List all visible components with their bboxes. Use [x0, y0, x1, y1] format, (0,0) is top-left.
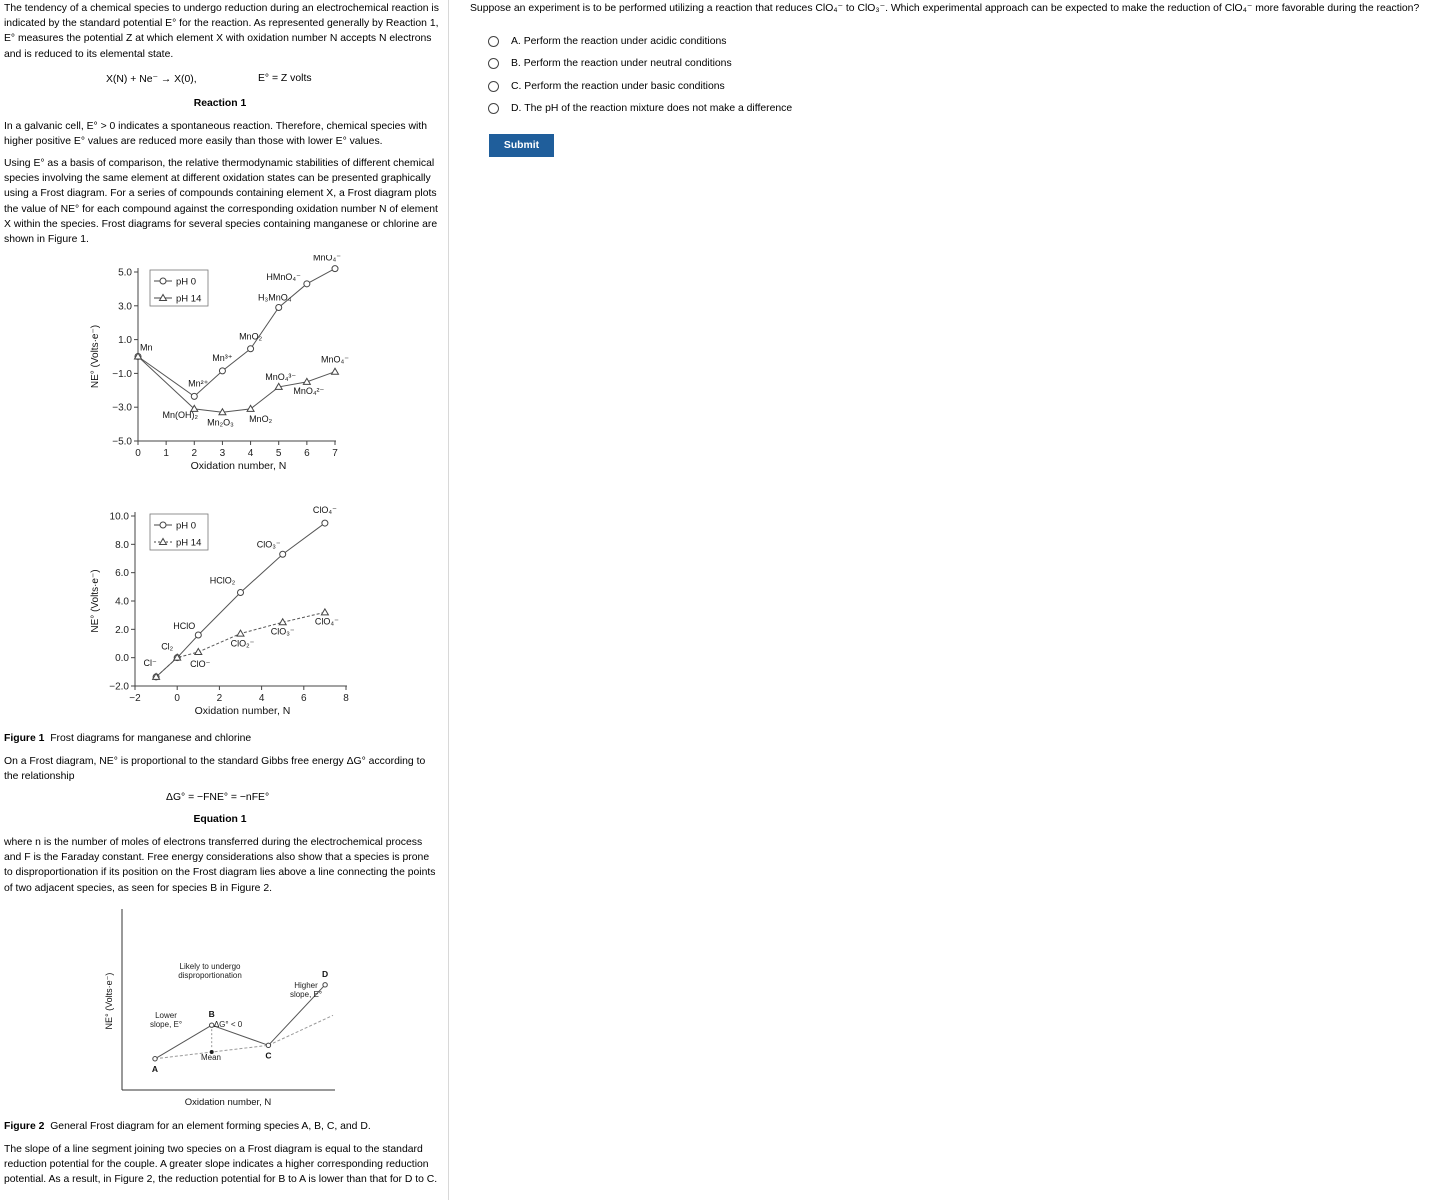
gen-annotation-lower-slope-2: slope, E°	[149, 1020, 183, 1029]
cl-data-point	[238, 590, 244, 596]
cl-data-point	[321, 609, 328, 615]
mn-y-tick-label: −3.0	[112, 402, 132, 414]
passage-para3: Using E° as a basis of comparison, the relative thermodynamic stabilities of different chemical species involving the same element at different oxidation states can be presented graphically using a Frost diagram. For a series of compounds containing element X, a Frost diagram plots the value of NE° for each compound against the corresponding oxidation number N of element X within the species. Frost diagrams for several species containing manganese or chlorine are shown in Figure 1.	[4, 158, 438, 246]
cl-x-tick-label: 8	[343, 693, 349, 704]
cl-point-label: Cl₂	[161, 641, 174, 652]
mn-point-label: Mn(OH)₂	[162, 409, 199, 420]
mn-point-label: HMnO₄⁻	[266, 271, 301, 282]
reaction-equation: X(N) + Ne⁻ → X(0),	[106, 74, 197, 85]
cl-y-tick-label: 8.0	[115, 539, 129, 551]
cl-point-label: ClO₂⁻	[230, 638, 255, 649]
gen-annotation-mean: Mean	[200, 1053, 222, 1062]
choice-b[interactable]	[488, 54, 732, 72]
mn-point-label: MnO₄²⁻	[293, 385, 325, 396]
mn-y-tick-label: −5.0	[112, 436, 132, 448]
cl-data-point	[237, 630, 244, 636]
cl-x-tick-label: 2	[216, 693, 223, 704]
mn-data-point	[248, 346, 254, 352]
mn-data-point	[276, 304, 282, 310]
gen-extension-dashed-line	[268, 1015, 333, 1045]
gen-annotation-higher-slope-2: slope, E°	[289, 990, 323, 999]
cl-point-label: ClO₃⁻	[270, 626, 295, 637]
cl-data-point	[195, 649, 202, 655]
mn-y-tick-label: 5.0	[118, 267, 132, 279]
mn-point-label: MnO₄⁻	[313, 255, 341, 263]
mn-data-point	[191, 393, 197, 399]
choice-b-text: Perform the reaction under neutral conditions	[523, 57, 732, 69]
choice-d[interactable]	[488, 99, 792, 117]
cl-y-tick-label: 0.0	[115, 653, 129, 665]
cl-y-tick-label: 10.0	[109, 511, 129, 523]
mn-x-tick-label: 6	[304, 448, 310, 459]
mn-data-point	[219, 368, 225, 374]
choice-c-letter: C.	[511, 80, 522, 92]
cl-data-point	[195, 632, 201, 638]
cl-point-label: ClO₄⁻	[312, 505, 337, 516]
cl-x-tick-label: 0	[174, 693, 180, 704]
choice-d-letter: D.	[511, 102, 522, 114]
radio-a[interactable]	[488, 36, 499, 47]
choice-a-text: Perform the reaction under acidic conditions	[523, 35, 727, 47]
passage-para6: The slope of a line segment joining two species on a Frost diagram is equal to the standard reduction potential for the couple. A greater slope indicates a higher corresponding reduction potential. As a result, in Figure 2, the reduction potential for B to A is lower than that for D to C.	[4, 1144, 438, 1186]
mn-x-tick-label: 3	[219, 448, 226, 459]
cl-point-label: ClO₄⁻	[314, 616, 339, 627]
gen-point-label: B	[208, 1009, 215, 1020]
mn-data-point	[247, 405, 254, 411]
general-frost-diagram	[100, 905, 350, 1110]
choice-d-text: The pH of the reaction mixture does not make a difference	[524, 102, 793, 114]
equation-label: Equation 1	[193, 814, 247, 825]
cl-x-tick-label: −2	[129, 693, 141, 704]
gen-point-label: D	[322, 968, 329, 979]
choice-b-letter: B.	[511, 57, 521, 69]
cl-legend-label: pH 14	[176, 537, 202, 549]
mn-data-point	[304, 281, 310, 287]
mn-y-tick-label: −1.0	[112, 368, 132, 380]
mn-x-tick-label: 0	[135, 448, 141, 459]
figure1-caption	[4, 733, 251, 744]
mn-x-axis-label: Oxidation number, N	[190, 460, 287, 472]
cl-x-tick-label: 4	[258, 693, 265, 704]
mn-point-label: H₃MnO₄	[258, 292, 292, 303]
radio-c[interactable]	[488, 81, 499, 92]
mn-data-point	[332, 266, 338, 272]
cl-legend-marker	[160, 522, 166, 528]
mn-y-tick-label: 3.0	[118, 301, 132, 313]
passage-para4: On a Frost diagram, NE° is proportional to the standard Gibbs free energy ΔG° according to the relationship	[4, 756, 426, 783]
mn-y-tick-label: 1.0	[118, 335, 132, 347]
mn-point-label: Mn³⁺	[212, 352, 233, 363]
figure2-caption-label: Figure 2	[4, 1121, 45, 1132]
mn-point-label: Mn₂O₃	[207, 417, 234, 428]
gen-annotation-disproportionation-1: Likely to undergo	[179, 962, 241, 971]
cl-point-label: HClO₂	[209, 575, 236, 586]
cl-x-axis-label: Oxidation number, N	[194, 705, 291, 717]
cl-y-tick-label: 4.0	[115, 596, 129, 608]
gen-annotation-lower-slope-1: Lower	[155, 1011, 177, 1020]
mn-point-label: Mn²⁺	[188, 378, 209, 389]
mn-legend-label: pH 14	[176, 293, 202, 305]
cl-y-tick-label: 2.0	[115, 624, 129, 636]
radio-d[interactable]	[488, 103, 499, 114]
mn-x-tick-label: 1	[163, 448, 169, 459]
mn-x-tick-label: 7	[332, 448, 338, 459]
gen-annotation-higher-slope-1: Higher	[294, 981, 318, 990]
passage-para5: where n is the number of moles of electrons transferred during the electrochemical process and F is the Faraday constant. Free energy considerations also show that a species is prone to disproportionation if its position on the Frost diagram lies above a line connecting the points of two adjacent species, as seen for species B in Figure 2.	[4, 837, 436, 894]
choice-c[interactable]	[488, 77, 725, 95]
gen-data-point	[266, 1043, 270, 1047]
cl-x-tick-label: 6	[301, 693, 307, 704]
gen-x-axis-label: Oxidation number, N	[184, 1097, 272, 1108]
cl-point-label: HClO	[173, 621, 196, 631]
gen-point-label: A	[151, 1063, 159, 1074]
mn-legend-label: pH 0	[176, 276, 197, 288]
manganese-frost-diagram	[80, 255, 370, 480]
mn-point-label: MnO₄⁻	[321, 354, 349, 365]
figure1-caption-label: Figure 1	[4, 733, 45, 744]
gen-annotation-disproportionation-2: disproportionation	[178, 971, 242, 980]
mn-point-label: Mn	[140, 342, 153, 353]
mn-data-point	[332, 368, 339, 374]
figure1-caption-text: Frost diagrams for manganese and chlorine	[50, 733, 252, 744]
cl-y-tick-label: −2.0	[109, 681, 129, 693]
gen-data-point	[153, 1057, 157, 1061]
equation-1: ΔG° = −FNE° = −nFE°	[166, 792, 270, 803]
mn-point-label: MnO₂	[239, 331, 263, 342]
question-stem: Suppose an experiment is to be performed utilizing a reaction that reduces ClO₄⁻ to ClO₃⁻. Which experimental approach can be expected to make the reduction of ClO₄⁻ more favorable during the reaction?	[470, 3, 1420, 14]
passage-para1: The tendency of a chemical species to undergo reduction during an electrochemical reaction is indicated by the standard potential E° for the reaction. As represented generally by Reaction 1, E° measures the potential Z at which element X with oxidation number N accepts N electrons and is reduced to its elemental state.	[4, 3, 439, 60]
radio-b[interactable]	[488, 58, 499, 69]
cl-legend-label: pH 0	[176, 520, 197, 532]
mn-y-axis-label: NE° (Volts·e⁻)	[90, 324, 101, 389]
chlorine-frost-diagram	[80, 500, 370, 725]
gen-y-axis-label: NE° (Volts·e⁻)	[104, 972, 114, 1030]
mn-x-tick-label: 2	[191, 448, 198, 459]
mn-point-label: MnO₄³⁻	[265, 371, 297, 382]
choice-a-letter: A.	[511, 35, 521, 47]
figure2-caption	[4, 1121, 371, 1132]
cl-y-axis-label: NE° (Volts·e⁻)	[90, 569, 101, 633]
cl-point-label: ClO₃⁻	[256, 539, 281, 550]
reaction-potential: E° = Z volts	[258, 73, 312, 84]
figure2-caption-text: General Frost diagram for an element forming species A, B, C, and D.	[50, 1121, 371, 1132]
choice-a[interactable]	[488, 32, 726, 50]
mn-x-tick-label: 5	[275, 448, 282, 459]
cl-data-point	[322, 520, 328, 526]
cl-point-label: Cl⁻	[143, 657, 157, 668]
passage-panel	[0, 0, 449, 1200]
gen-point-label: C	[265, 1050, 272, 1061]
gen-annotation-delta-g: ΔG° < 0	[213, 1020, 243, 1029]
submit-button[interactable]: Submit	[489, 134, 554, 157]
mn-point-label: MnO₂	[249, 413, 273, 424]
cl-data-point	[280, 551, 286, 557]
cl-point-label: ClO⁻	[190, 659, 211, 669]
reaction-label: Reaction 1	[193, 98, 247, 109]
gen-data-point	[323, 983, 327, 987]
cl-y-tick-label: 6.0	[115, 568, 129, 580]
mn-x-tick-label: 4	[247, 448, 254, 459]
passage-para2: In a galvanic cell, E° > 0 indicates a spontaneous reaction. Therefore, chemical species with higher positive E° values are reduced more easily than those with lower E° values.	[4, 121, 427, 148]
choice-c-text: Perform the reaction under basic conditions	[524, 80, 725, 92]
mn-legend-marker	[160, 278, 166, 284]
